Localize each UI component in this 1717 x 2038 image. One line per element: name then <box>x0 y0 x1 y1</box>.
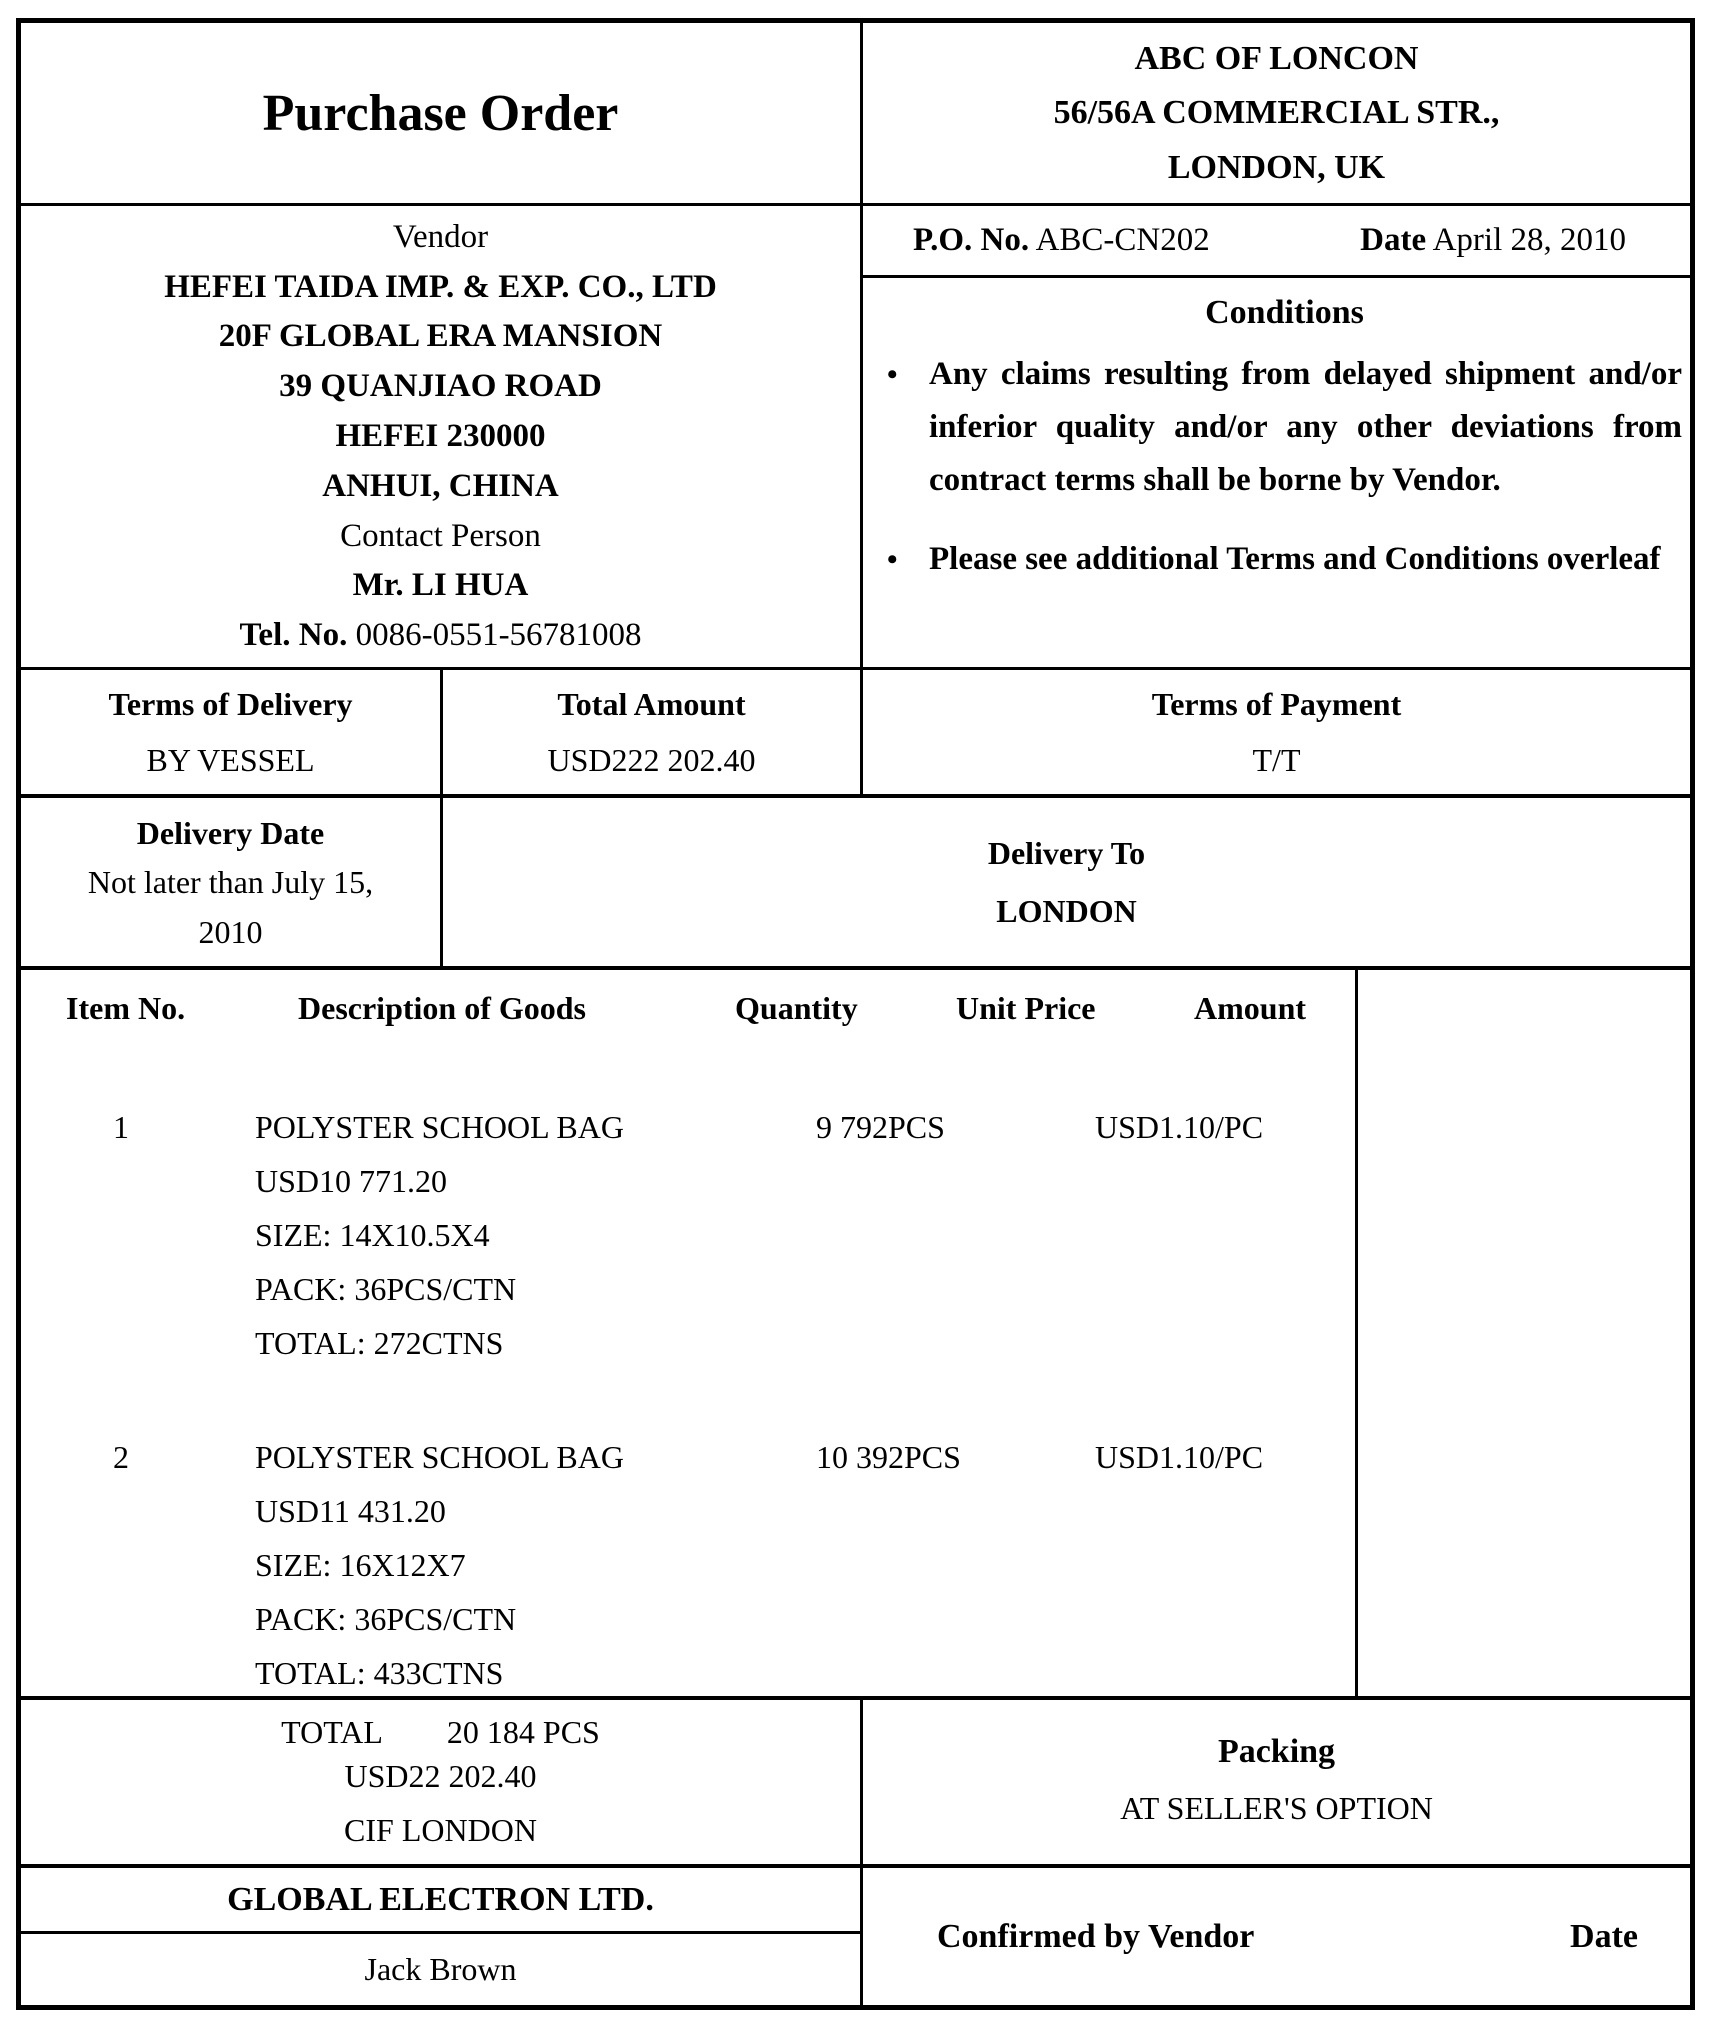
item-unit-price: USD1.10/PC <box>1095 1439 1264 1475</box>
item-description: POLYSTER SCHOOL BAG <box>255 1109 624 1145</box>
po-number-label: P.O. No. <box>913 222 1030 258</box>
condition-text: Any claims resulting from delayed shipment and/or inferior quality and/or any other deviations from contract terms shall be borne by Vendor. <box>929 356 1682 498</box>
col-header-item-no: Item No. <box>66 990 186 1026</box>
buyer-name: ABC OF LONCON <box>1134 39 1419 77</box>
tel-label: Tel. No. <box>239 617 348 654</box>
vendor-address-3: HEFEI 230000 <box>335 417 546 454</box>
item-quantity: 9 792PCS <box>816 1109 945 1145</box>
signature-name: Jack Brown <box>364 1951 517 1987</box>
po-number-value: ABC-CN202 <box>1035 222 1210 258</box>
confirmation-date-label: Date <box>1570 1917 1638 1955</box>
order-totals <box>21 1700 863 1864</box>
items-table-row <box>21 970 1690 1700</box>
item-detail-line: TOTAL: 272CTNS <box>255 1325 504 1361</box>
total-amount: USD22 202.40 <box>344 1758 537 1794</box>
col-header-quantity: Quantity <box>735 990 858 1026</box>
item-detail-line: PACK: 36PCS/CTN <box>255 1271 517 1307</box>
condition-text: Please see additional Terms and Conditions overleaf <box>929 541 1661 577</box>
col-header-unit-price: Unit Price <box>956 990 1096 1026</box>
total-amount-cell <box>443 670 863 794</box>
amount-column-empty <box>1358 970 1690 1696</box>
vendor-confirmation-cell <box>863 1868 1690 2005</box>
packing-label: Packing <box>1217 1733 1336 1770</box>
conditions-heading: Conditions <box>1205 294 1364 331</box>
purchase-order-form <box>16 18 1695 2010</box>
item-row <box>21 1430 1355 1700</box>
item-number: 1 <box>113 1109 129 1145</box>
delivery-date-cell <box>21 798 443 966</box>
item-details <box>21 1484 1355 1700</box>
buyer-street: 56/56A COMMERCIAL STR., <box>1053 94 1500 131</box>
total-amount-label: Total Amount <box>557 686 746 722</box>
po-date-value: April 28, 2010 <box>1432 222 1626 258</box>
po-number-row <box>863 206 1690 278</box>
total-label: TOTAL <box>281 1714 383 1750</box>
contact-heading: Contact Person <box>340 517 541 554</box>
delivery-date-label: Delivery Date <box>136 814 325 851</box>
item-detail-line: SIZE: 16X12X7 <box>255 1547 466 1583</box>
col-header-description: Description of Goods <box>298 990 586 1026</box>
item-detail-line: TOTAL: 433CTNS <box>255 1655 504 1691</box>
item-quantity: 10 392PCS <box>816 1439 961 1475</box>
item-main-line <box>21 1430 1355 1484</box>
bullet-marker: • <box>887 543 898 576</box>
vendor-telephone <box>21 617 860 654</box>
po-conditions-stack <box>863 206 1690 667</box>
terms-row <box>21 670 1690 798</box>
total-pcs-value: 20 184 PCS <box>446 1714 600 1750</box>
vendor-name: HEFEI TAIDA IMP. & EXP. CO., LTD <box>164 268 717 305</box>
item-detail-line: USD11 431.20 <box>255 1493 446 1529</box>
items-table-header <box>21 970 1355 1044</box>
buyer-signature-block <box>21 1868 863 2005</box>
items-table <box>21 970 1358 1696</box>
bullet-marker: • <box>887 358 898 391</box>
item-row <box>21 1100 1355 1370</box>
item-details <box>21 1154 1355 1370</box>
item-description: POLYSTER SCHOOL BAG <box>255 1439 624 1475</box>
delivery-date-line2: 2010 <box>198 913 263 950</box>
delivery-to-value: LONDON <box>996 893 1137 929</box>
item-detail-line: USD10 771.20 <box>255 1163 448 1199</box>
page-title: Purchase Order <box>21 23 863 203</box>
tel-value: 0086-0551-56781008 <box>355 617 642 654</box>
item-detail-line: PACK: 36PCS/CTN <box>255 1601 517 1637</box>
delivery-to-label: Delivery To <box>987 835 1146 871</box>
total-amount-value: USD222 202.40 <box>547 742 756 778</box>
terms-of-delivery-label: Terms of Delivery <box>108 686 353 722</box>
conditions-section <box>863 278 1690 667</box>
contact-name: Mr. LI HUA <box>352 567 529 604</box>
vendor-conditions-row <box>21 206 1690 670</box>
confirmed-by-vendor-label: Confirmed by Vendor <box>937 1917 1255 1955</box>
item-number: 2 <box>113 1439 129 1475</box>
item-detail-line: SIZE: 14X10.5X4 <box>255 1217 490 1253</box>
vendor-address-4: ANHUI, CHINA <box>322 467 559 504</box>
po-date-label: Date <box>1360 222 1427 258</box>
po-number <box>913 222 1210 259</box>
terms-of-payment-value: T/T <box>1252 742 1301 778</box>
total-pcs-line <box>281 1710 600 1754</box>
packing-cell <box>863 1700 1690 1864</box>
buyer-city: LONDON, UK <box>1167 148 1386 186</box>
buyer-address <box>863 23 1690 203</box>
item-main-line <box>21 1100 1355 1154</box>
condition-item <box>887 533 1682 586</box>
terms-of-delivery-value: BY VESSEL <box>146 742 315 778</box>
vendor-info <box>21 206 863 667</box>
signature-row <box>21 1868 1690 2005</box>
vendor-address-2: 39 QUANJIAO ROAD <box>279 368 602 405</box>
vendor-heading: Vendor <box>392 218 489 255</box>
col-header-amount: Amount <box>1194 990 1307 1026</box>
packing-value: AT SELLER'S OPTION <box>1120 1790 1433 1826</box>
delivery-to-cell <box>443 798 1690 966</box>
delivery-row <box>21 798 1690 970</box>
item-unit-price: USD1.10/PC <box>1095 1109 1264 1145</box>
terms-of-delivery-cell <box>21 670 443 794</box>
condition-item <box>887 348 1682 507</box>
terms-of-payment-label: Terms of Payment <box>1151 686 1402 722</box>
po-date <box>1360 222 1626 259</box>
vendor-address-1: 20F GLOBAL ERA MANSION <box>218 318 663 355</box>
totals-row <box>21 1700 1690 1868</box>
signature-company: GLOBAL ELECTRON LTD. <box>21 1868 860 1934</box>
total-incoterm: CIF LONDON <box>344 1812 537 1848</box>
delivery-date-line1: Not later than July 15, <box>87 864 374 900</box>
header-row <box>21 23 1690 206</box>
terms-of-payment-cell <box>863 670 1690 794</box>
